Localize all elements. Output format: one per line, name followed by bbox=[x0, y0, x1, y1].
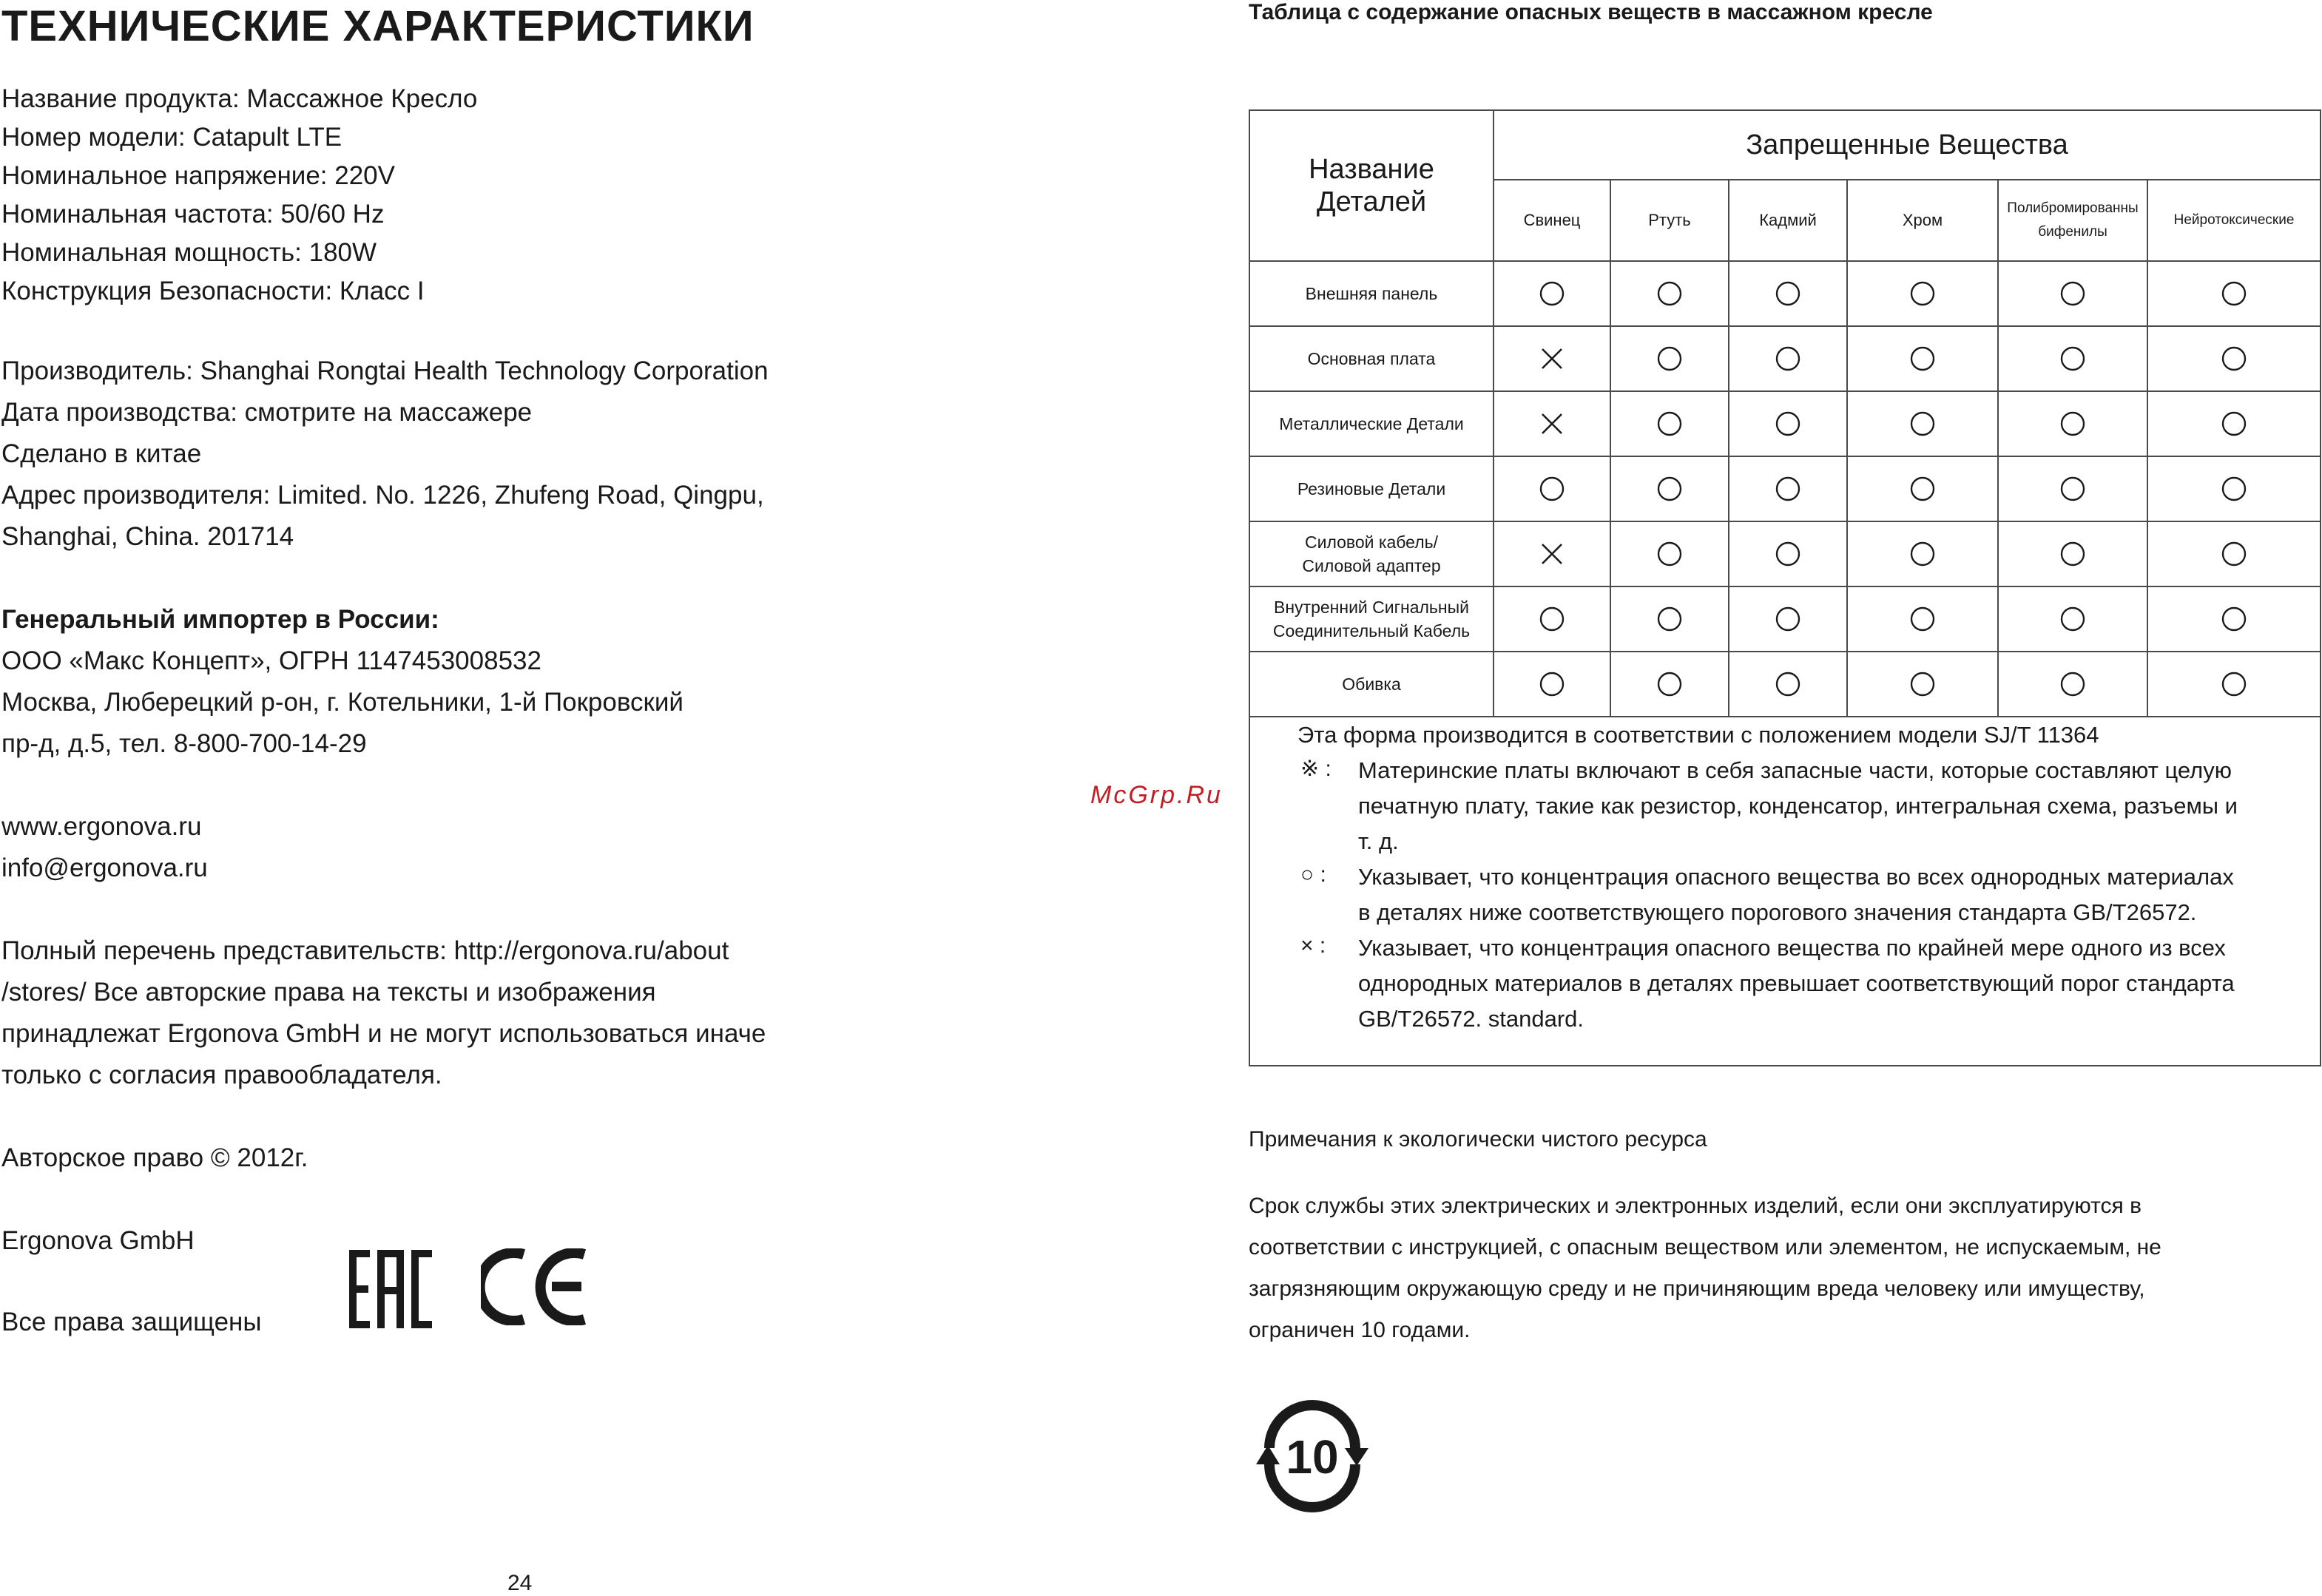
eco-text-line4: ограничен 10 годами. bbox=[1249, 1318, 1471, 1342]
manufacturer-address: Адрес производителя: Limited. No. 1226, Zhufeng Road, Qingpu, bbox=[1, 481, 764, 510]
table-row bbox=[1249, 326, 2321, 391]
note1-line3: т. д. bbox=[1358, 828, 1399, 854]
circle-mark-icon bbox=[2221, 281, 2247, 306]
substance-header: Ртуть bbox=[1610, 180, 1729, 261]
circle-mark-icon bbox=[2221, 541, 2247, 567]
substance-header: Полибромированны бифенилы bbox=[1998, 180, 2147, 261]
substance-header: Кадмий bbox=[1729, 180, 1847, 261]
note3-line2: однородных материалов в деталях превышает соответствующий порог стандарта bbox=[1358, 970, 2235, 996]
circle-mark-icon bbox=[1775, 411, 1800, 436]
circle-mark-icon bbox=[2221, 411, 2247, 436]
circle-symbol: ○ : bbox=[1300, 862, 1326, 887]
circle-mark-icon bbox=[2060, 476, 2085, 501]
circle-mark-icon bbox=[1910, 281, 1935, 306]
note2-line1: Указывает, что концентрация опасного вещества во всех однородных материалах bbox=[1358, 864, 2234, 890]
copyright: Авторское право © 2012г. bbox=[1, 1143, 308, 1172]
parts-name-header-line1: Название bbox=[1309, 154, 1434, 185]
spec-voltage: Номинальное напряжение: 220V bbox=[1, 161, 395, 190]
manufacturer-address-cont: Shanghai, China. 201714 bbox=[1, 522, 294, 551]
importer-address: Москва, Люберецкий р-он, г. Котельники, 1-й Покровский bbox=[1, 688, 684, 717]
substance-mark-cell bbox=[1494, 652, 1610, 717]
circle-mark-icon bbox=[1775, 606, 1800, 632]
circle-mark-icon bbox=[1657, 281, 1682, 306]
circle-mark-icon bbox=[1775, 476, 1800, 501]
circle-mark-icon bbox=[1657, 346, 1682, 371]
circle-mark-icon bbox=[2221, 476, 2247, 501]
circle-mark-icon bbox=[1910, 346, 1935, 371]
substance-mark-cell bbox=[2147, 261, 2321, 326]
substance-mark-cell bbox=[1847, 652, 1998, 717]
all-rights-reserved: Все права защищены bbox=[1, 1308, 262, 1336]
note1-line1: Материнские платы включают в себя запасные части, которые составляют целую bbox=[1358, 757, 2232, 783]
substance-mark-cell bbox=[1494, 261, 1610, 326]
part-name-line: Резиновые Детали bbox=[1297, 479, 1446, 498]
part-name-line: Металлические Детали bbox=[1279, 414, 1464, 433]
eco-period-number: 10 bbox=[1286, 1430, 1339, 1484]
substance-mark-cell bbox=[1998, 456, 2147, 521]
circle-mark-icon bbox=[1539, 672, 1565, 697]
table-row bbox=[1249, 521, 2321, 586]
importer-address-cont: пр-д, д.5, тел. 8-800-700-14-29 bbox=[1, 729, 367, 758]
circle-mark-icon bbox=[1775, 346, 1800, 371]
substance-mark-cell bbox=[2147, 652, 2321, 717]
substance-mark-cell bbox=[1610, 261, 1729, 326]
part-name-cell bbox=[1249, 326, 1494, 391]
substance-mark-cell bbox=[1729, 261, 1847, 326]
circle-mark-icon bbox=[2221, 346, 2247, 371]
circle-mark-icon bbox=[1775, 672, 1800, 697]
circle-mark-icon bbox=[2060, 541, 2085, 567]
part-name-cell bbox=[1249, 261, 1494, 326]
importer-heading: Генеральный импортер в России: bbox=[1, 605, 439, 634]
substance-mark-cell bbox=[1847, 521, 1998, 586]
company-name: Ergonova GmbH bbox=[1, 1226, 195, 1255]
part-name-line: Основная плата bbox=[1307, 349, 1436, 368]
page-title: ТЕХНИЧЕСКИЕ ХАРАКТЕРИСТИКИ bbox=[1, 2, 755, 50]
substance-mark-cell bbox=[2147, 391, 2321, 456]
table-row bbox=[1249, 456, 2321, 521]
substance-mark-cell bbox=[1847, 456, 1998, 521]
substance-mark-cell bbox=[1494, 521, 1610, 586]
substance-mark-cell bbox=[1729, 652, 1847, 717]
circle-mark-icon bbox=[2221, 672, 2247, 697]
part-name-line: Силовой кабель/ bbox=[1304, 532, 1438, 552]
note3-line1: Указывает, что концентрация опасного вещества по крайней мере одного из всех bbox=[1358, 935, 2226, 961]
substance-mark-cell bbox=[1729, 586, 1847, 652]
circle-mark-icon bbox=[1910, 411, 1935, 436]
circle-mark-icon bbox=[2060, 346, 2085, 371]
circle-mark-icon bbox=[2060, 411, 2085, 436]
parts-name-header bbox=[1249, 110, 1494, 261]
eco-period-10-icon bbox=[1250, 1396, 1374, 1515]
cross-mark-icon bbox=[1539, 411, 1565, 436]
table-row bbox=[1249, 652, 2321, 717]
table-row bbox=[1249, 586, 2321, 652]
part-name-line: Обивка bbox=[1342, 674, 1401, 694]
watermark: McGrp.Ru bbox=[1090, 781, 1223, 809]
substance-mark-cell bbox=[1610, 391, 1729, 456]
circle-mark-icon bbox=[2060, 281, 2085, 306]
part-name-cell bbox=[1249, 586, 1494, 652]
hazardous-substances-table bbox=[1249, 109, 2321, 1066]
substance-mark-cell bbox=[1729, 326, 1847, 391]
substance-mark-cell bbox=[1998, 521, 2147, 586]
substance-mark-cell bbox=[1847, 326, 1998, 391]
circle-mark-icon bbox=[1657, 606, 1682, 632]
substance-header: Нейротоксические bbox=[2147, 180, 2321, 261]
circle-mark-icon bbox=[2060, 606, 2085, 632]
substance-mark-cell bbox=[2147, 456, 2321, 521]
substance-mark-cell bbox=[1847, 261, 1998, 326]
substance-mark-cell bbox=[1494, 456, 1610, 521]
table-row bbox=[1249, 261, 2321, 326]
ce-logo-icon bbox=[481, 1248, 590, 1325]
substance-mark-cell bbox=[1847, 586, 1998, 652]
notes-intro: Эта форма производится в соответствии с положением модели SJ/T 11364 bbox=[1297, 722, 2099, 748]
note1-line2: печатную плату, такие как резистор, конденсатор, интегральная схема, разъемы и bbox=[1358, 793, 2238, 819]
spec-product-name: Название продукта: Массажное Кресло bbox=[1, 84, 478, 113]
spec-frequency: Номинальная частота: 50/60 Hz bbox=[1, 200, 385, 229]
eco-text-line3: загрязняющим окружающую среду и не причиняющим вреда человеку или имуществу, bbox=[1249, 1277, 2145, 1301]
substance-mark-cell bbox=[1998, 586, 2147, 652]
part-name-line: Соединительный Кабель bbox=[1272, 621, 1471, 640]
rights-line-4: только с согласия правообладателя. bbox=[1, 1061, 442, 1089]
circle-mark-icon bbox=[1657, 411, 1682, 436]
circle-mark-icon bbox=[1657, 476, 1682, 501]
substance-mark-cell bbox=[1494, 586, 1610, 652]
substance-mark-cell bbox=[1610, 326, 1729, 391]
substance-mark-cell bbox=[1494, 326, 1610, 391]
eco-text-line2: соответствии с инструкцией, с опасным веществом или элементом, не испускаемым, не bbox=[1249, 1235, 2161, 1259]
circle-mark-icon bbox=[1910, 541, 1935, 567]
page-number: 24 bbox=[507, 1571, 533, 1595]
substance-mark-cell bbox=[1610, 652, 1729, 717]
substance-mark-cell bbox=[1610, 456, 1729, 521]
prohibited-substances-header: Запрещенные Вещества bbox=[1494, 110, 2321, 180]
parts-name-header-line2: Деталей bbox=[1316, 186, 1427, 217]
substance-mark-cell bbox=[1610, 521, 1729, 586]
spec-power: Номинальная мощность: 180W bbox=[1, 238, 377, 267]
substance-mark-cell bbox=[1729, 456, 1847, 521]
circle-mark-icon bbox=[1539, 476, 1565, 501]
circle-mark-icon bbox=[1539, 606, 1565, 632]
substance-mark-cell bbox=[1847, 391, 1998, 456]
website-link[interactable]: www.ergonova.ru bbox=[1, 812, 202, 841]
substance-mark-cell bbox=[1494, 391, 1610, 456]
rights-line-1: Полный перечень представительств: http://ergonova.ru/about bbox=[1, 936, 729, 965]
email-link[interactable]: info@ergonova.ru bbox=[1, 853, 208, 882]
part-name-line: Силовой адаптер bbox=[1302, 556, 1441, 575]
substance-mark-cell bbox=[1610, 586, 1729, 652]
substance-mark-cell bbox=[1998, 391, 2147, 456]
reference-mark-symbol: ※ : bbox=[1300, 757, 1332, 781]
substance-mark-cell bbox=[2147, 326, 2321, 391]
eco-notes-title: Примечания к экологически чистого ресурса bbox=[1249, 1127, 1707, 1152]
made-in: Сделано в китае bbox=[1, 439, 202, 468]
circle-mark-icon bbox=[2221, 606, 2247, 632]
cross-mark-icon bbox=[1539, 346, 1565, 371]
circle-mark-icon bbox=[1910, 476, 1935, 501]
circle-mark-icon bbox=[1775, 541, 1800, 567]
substance-mark-cell bbox=[1998, 652, 2147, 717]
substance-mark-cell bbox=[1729, 521, 1847, 586]
part-name-line: Внешняя панель bbox=[1305, 284, 1438, 303]
part-name-cell bbox=[1249, 521, 1494, 586]
table-notes bbox=[1249, 717, 2321, 1066]
eco-text-line1: Срок службы этих электрических и электронных изделий, если они эксплуатируются в bbox=[1249, 1194, 2142, 1218]
substance-mark-cell bbox=[1729, 391, 1847, 456]
circle-mark-icon bbox=[2060, 672, 2085, 697]
importer-company: ООО «Макс Концепт», ОГРН 1147453008532 bbox=[1, 646, 541, 675]
substance-mark-cell bbox=[1998, 261, 2147, 326]
substance-mark-cell bbox=[2147, 521, 2321, 586]
table-section-title: Таблица с содержание опасных веществ в массажном кресле bbox=[1249, 0, 1933, 24]
circle-mark-icon bbox=[1657, 672, 1682, 697]
substance-header: Свинец bbox=[1494, 180, 1610, 261]
circle-mark-icon bbox=[1657, 541, 1682, 567]
part-name-cell bbox=[1249, 456, 1494, 521]
table-row bbox=[1249, 391, 2321, 456]
manufacturer-name: Производитель: Shanghai Rongtai Health Technology Corporation bbox=[1, 356, 769, 385]
part-name-cell bbox=[1249, 652, 1494, 717]
cross-symbol: × : bbox=[1300, 933, 1326, 958]
spec-safety-class: Конструкция Безопасности: Класс I bbox=[1, 277, 425, 305]
substance-mark-cell bbox=[2147, 586, 2321, 652]
part-name-cell bbox=[1249, 391, 1494, 456]
rights-line-2: /stores/ Все авторские права на тексты и изображения bbox=[1, 978, 656, 1007]
rights-line-3: принадлежат Ergonova GmbH и не могут использоваться иначе bbox=[1, 1019, 766, 1048]
note2-line2: в деталях ниже соответствующего порогового значения стандарта GB/T26572. bbox=[1358, 899, 2197, 925]
circle-mark-icon bbox=[1910, 672, 1935, 697]
part-name-line: Внутренний Сигнальный bbox=[1274, 598, 1469, 617]
substance-mark-cell bbox=[1998, 326, 2147, 391]
note3-line3: GB/T26572. standard. bbox=[1358, 1006, 1584, 1032]
circle-mark-icon bbox=[1775, 281, 1800, 306]
production-date: Дата производства: смотрите на массажере bbox=[1, 398, 533, 427]
circle-mark-icon bbox=[1539, 281, 1565, 306]
cross-mark-icon bbox=[1539, 541, 1565, 567]
eac-logo-icon bbox=[348, 1248, 433, 1330]
substance-header: Хром bbox=[1847, 180, 1998, 261]
spec-model: Номер модели: Catapult LTE bbox=[1, 123, 342, 152]
circle-mark-icon bbox=[1910, 606, 1935, 632]
